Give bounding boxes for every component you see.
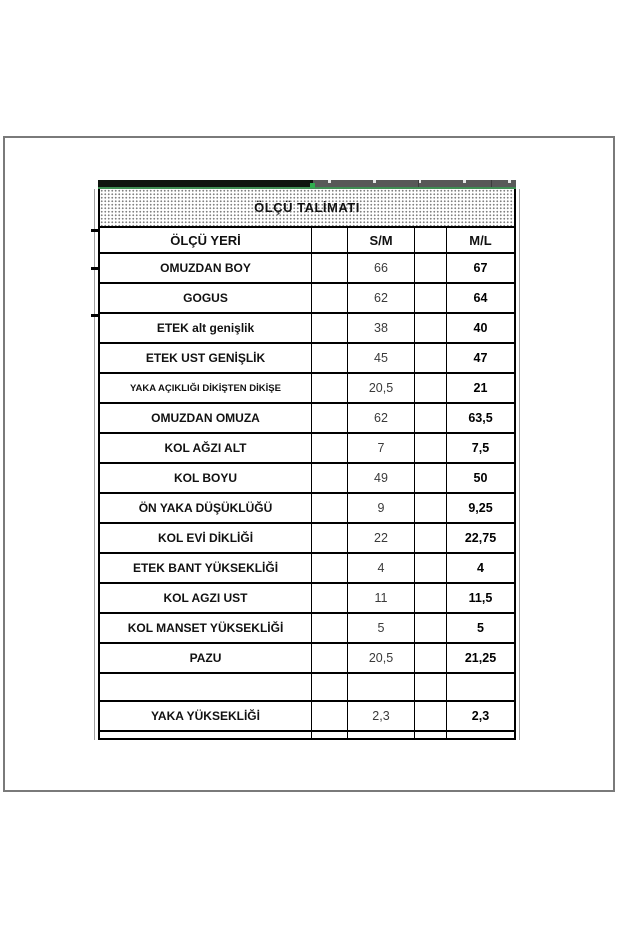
spacer-cell: [415, 614, 447, 642]
ml-value: 22,75: [464, 531, 497, 545]
spacer-cell: [415, 584, 447, 612]
ml-value: 63,5: [468, 411, 493, 425]
table-row: [100, 494, 514, 524]
spacer-cell: [312, 674, 348, 700]
spacer-cell: [312, 464, 348, 492]
sm-value: 62: [348, 404, 415, 432]
measurement-label: PAZU: [100, 644, 312, 672]
ml-value: 9,25: [468, 501, 493, 515]
spacer-cell: [312, 284, 348, 312]
measurement-label: [100, 674, 312, 700]
measurement-label: YAKA YÜKSEKLİĞİ: [100, 702, 312, 730]
sm-value: 7: [348, 434, 415, 462]
sm-value: 66: [348, 254, 415, 282]
measurement-label: OMUZDAN BOY: [100, 254, 312, 282]
measurement-label: KOL AGZI UST: [100, 584, 312, 612]
spacer-cell: [415, 434, 447, 462]
spreadsheet-bar-separator: [491, 180, 492, 187]
measurement-label: KOL MANSET YÜKSEKLİĞİ: [100, 614, 312, 642]
document-page: [3, 136, 615, 792]
table-row: [100, 464, 514, 494]
measurement-label: [100, 732, 312, 738]
spacer-cell: [312, 434, 348, 462]
spreadsheet-bar-dark-segment: [98, 180, 313, 187]
sm-value: 45: [348, 344, 415, 372]
measurement-table: [98, 189, 516, 740]
size-chart: [98, 180, 516, 740]
ml-value: 50: [473, 471, 488, 485]
spacer-cell: [312, 732, 348, 738]
measurement-label: KOL BOYU: [100, 464, 312, 492]
table-row: [100, 584, 514, 614]
spacer-cell: [312, 644, 348, 672]
measurement-label: ÖN YAKA DÜŞÜKLÜĞÜ: [100, 494, 312, 522]
gridline-remnant-right: [519, 189, 520, 740]
spacer-cell: [415, 732, 447, 738]
measurement-label: KOL AĞZI ALT: [100, 434, 312, 462]
sm-value: 22: [348, 524, 415, 552]
spacer-cell: [312, 494, 348, 522]
table-header-row: [100, 228, 514, 254]
spacer-cell: [312, 314, 348, 342]
table-row: [100, 702, 514, 732]
spacer-cell: [312, 614, 348, 642]
table-title: ÖLÇÜ TALİMATI: [100, 189, 514, 226]
spacer-cell: [415, 554, 447, 582]
ml-value: 5: [477, 621, 484, 635]
spacer-cell: [415, 284, 447, 312]
spacer-cell: [312, 702, 348, 730]
spacer-cell: [415, 494, 447, 522]
table-row: [100, 674, 514, 702]
measurement-label: YAKA AÇIKLIĞI DİKİŞTEN DİKİŞE: [100, 374, 312, 402]
spacer-cell: [415, 524, 447, 552]
spacer-cell: [415, 702, 447, 730]
spacer-cell: [415, 254, 447, 282]
ml-value: 21: [473, 381, 488, 395]
spacer-cell: [415, 344, 447, 372]
sm-value: 9: [348, 494, 415, 522]
measurement-label: OMUZDAN OMUZA: [100, 404, 312, 432]
measurement-label: ETEK UST GENİŞLİK: [100, 344, 312, 372]
sm-value: 20,5: [348, 374, 415, 402]
spacer-cell: [415, 314, 447, 342]
column-header-ml: M/L: [469, 232, 492, 248]
spacer-cell: [312, 554, 348, 582]
spacer-column-header: [415, 228, 447, 252]
table-row: [100, 254, 514, 284]
ml-value: 47: [473, 351, 488, 365]
sm-value: 2,3: [348, 702, 415, 730]
spreadsheet-columns-bar: [98, 180, 516, 189]
table-row: [100, 314, 514, 344]
measurement-label: ETEK alt genişlik: [100, 314, 312, 342]
table-row: [100, 374, 514, 404]
column-header-place: ÖLÇÜ YERİ: [100, 228, 312, 252]
spacer-cell: [312, 584, 348, 612]
spacer-cell: [415, 674, 447, 700]
ml-value: 21,25: [464, 651, 497, 665]
spacer-cell: [312, 374, 348, 402]
ml-value: [447, 732, 514, 738]
sm-value: 20,5: [348, 644, 415, 672]
ml-value: 40: [473, 321, 488, 335]
table-row: [100, 284, 514, 314]
sm-value: 38: [348, 314, 415, 342]
table-row: [100, 644, 514, 674]
spacer-cell: [415, 374, 447, 402]
ml-value: [447, 674, 514, 700]
table-row: [100, 732, 514, 738]
gridline-stub: [91, 229, 99, 232]
sm-value: [348, 732, 415, 738]
spacer-cell: [312, 524, 348, 552]
table-row: [100, 344, 514, 374]
measurement-label: ETEK BANT YÜKSEKLİĞİ: [100, 554, 312, 582]
table-row: [100, 434, 514, 464]
ml-value: 2,3: [471, 709, 490, 723]
table-row: [100, 614, 514, 644]
measurement-label: GOGUS: [100, 284, 312, 312]
sm-value: 62: [348, 284, 415, 312]
measurement-label: KOL EVİ DİKLİĞİ: [100, 524, 312, 552]
ml-value: 64: [473, 291, 488, 305]
spreadsheet-bar-separator: [418, 180, 419, 187]
table-row: [100, 404, 514, 434]
spreadsheet-bar-green-edge: [98, 187, 516, 189]
spacer-cell: [415, 404, 447, 432]
sm-value: 49: [348, 464, 415, 492]
ml-value: 67: [473, 261, 488, 275]
column-header-sm: S/M: [348, 228, 415, 252]
table-title-row: [100, 189, 514, 228]
spreadsheet-bar-gray-segment: [313, 180, 516, 187]
spacer-cell: [415, 464, 447, 492]
sm-value: [348, 674, 415, 700]
gridline-stub: [91, 314, 99, 317]
sm-value: 11: [348, 584, 415, 612]
spacer-column-header: [312, 228, 348, 252]
sm-value: 5: [348, 614, 415, 642]
gridline-stub: [91, 267, 99, 270]
ml-value: 11,5: [468, 591, 493, 605]
ml-value: 4: [477, 561, 484, 575]
gridline-remnant-left: [94, 189, 95, 740]
ml-value: 7,5: [471, 441, 490, 455]
spacer-cell: [415, 644, 447, 672]
table-row: [100, 554, 514, 584]
spacer-cell: [312, 404, 348, 432]
spreadsheet-bar-ticks: [313, 180, 516, 183]
spreadsheet-bar-green-mark: [310, 183, 315, 188]
spacer-cell: [312, 344, 348, 372]
sm-value: 4: [348, 554, 415, 582]
table-row: [100, 524, 514, 554]
spacer-cell: [312, 254, 348, 282]
